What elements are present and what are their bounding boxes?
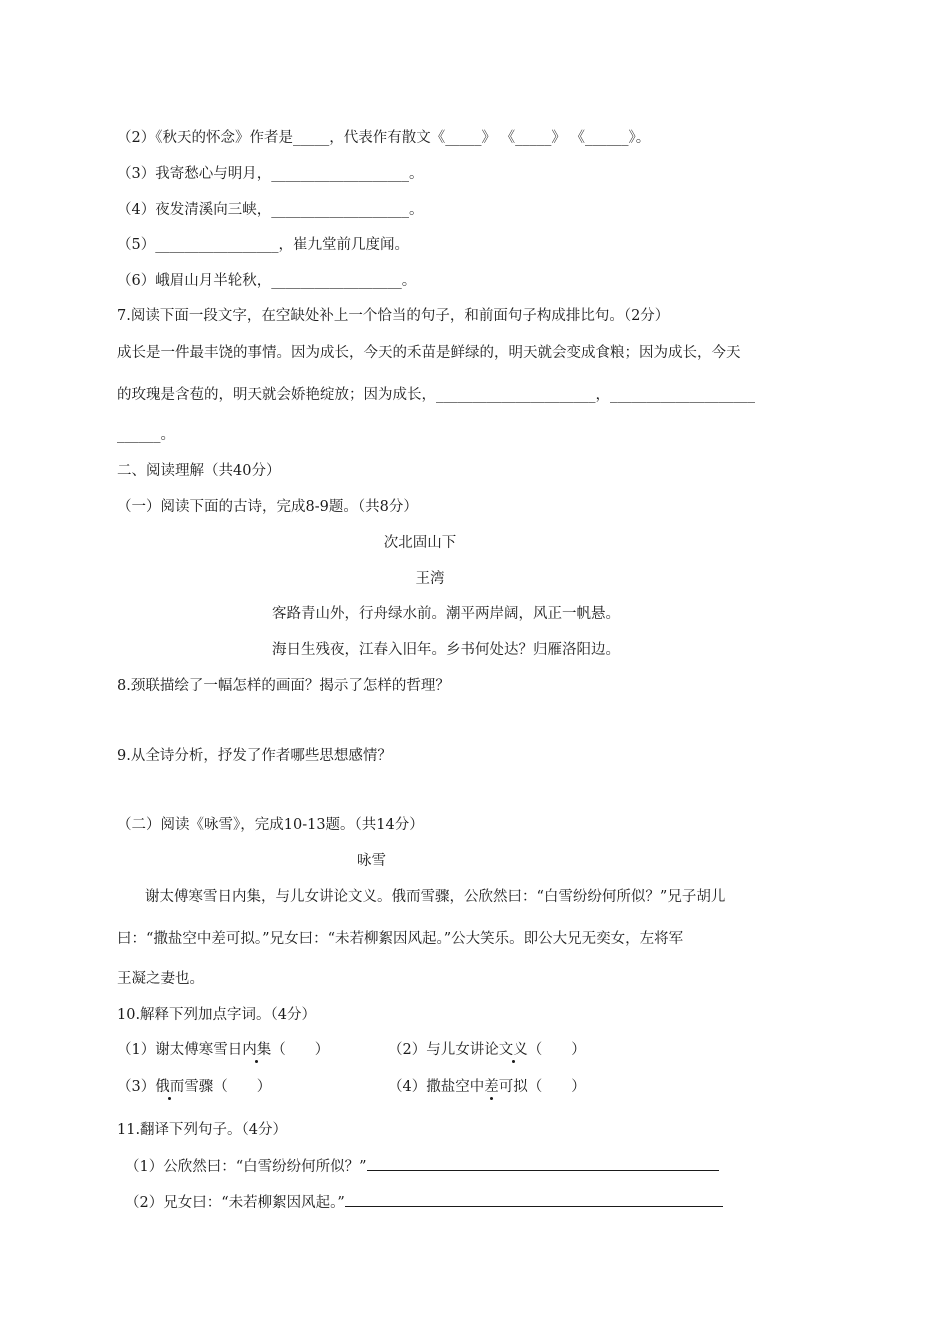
- subsection-2-heading: （二）阅读《咏雪》，完成10-13题。（共14分）: [117, 817, 424, 833]
- prose-title: 咏雪: [357, 853, 386, 869]
- dotted-word-wenyi: 文义: [498, 1042, 528, 1058]
- dotted-word-cha: 差: [484, 1079, 499, 1095]
- q6-item-5: （5）_________________，崔九堂前几度闻。: [117, 237, 409, 253]
- q10-item-4: （4）撒盐空中差可拟（ ）: [388, 1079, 586, 1095]
- q10-item-2: （2）与儿女讲论文义（ ）: [388, 1042, 586, 1058]
- q6-item-3: （3）我寄愁心与明月，___________________。: [117, 166, 424, 182]
- q10-title: 10.解释下列加点字词。（4分）: [117, 1007, 317, 1023]
- poem-line-1: 客路青山外，行舟绿水前。潮平两岸阔，风正一帆悬。: [272, 606, 620, 622]
- q6-item-4: （4）夜发清溪向三峡，___________________。: [117, 202, 424, 218]
- section-2-heading: 二、阅读理解（共40分）: [117, 463, 281, 479]
- q7-paragraph-line-3: ______。: [117, 427, 175, 443]
- prose-line-3: 王凝之妻也。: [117, 971, 204, 987]
- dotted-word-eer: 俄而: [155, 1079, 185, 1095]
- q11-item-2: （2）兄女曰：“未若柳絮因风起。”: [125, 1191, 723, 1213]
- prose-line-1: 谢太傅寒雪日内集，与儿女讲论文义。俄而雪骤，公欣然曰：“白雪纷纷何所似？”兄子胡儿: [145, 889, 726, 905]
- poem-title: 次北固山下: [383, 535, 457, 551]
- q10-item-1: （1）谢太傅寒雪日内集（ ）: [117, 1042, 330, 1058]
- answer-line-1[interactable]: [367, 1155, 719, 1171]
- q11-item-1: （1）公欣然曰：“白雪纷纷何所似？”: [125, 1155, 719, 1177]
- q6-item-6: （6）峨眉山月半轮秋，__________________。: [117, 273, 417, 289]
- prose-line-2: 曰：“撒盐空中差可拟。”兄女曰：“未若柳絮因风起。”公大笑乐。即公大兄无奕女，左将军: [117, 931, 684, 947]
- poem-line-2: 海日生残夜，江春入旧年。乡书何处达？归雁洛阳边。: [272, 642, 620, 658]
- q7-paragraph-line-2: 的玫瑰是含苞的，明天就会娇艳绽放；因为成长，______________________，____________________: [117, 387, 755, 403]
- q9: 9.从全诗分析，抒发了作者哪些思想感情？: [117, 748, 392, 764]
- dotted-word-nei: 内集: [242, 1042, 272, 1058]
- answer-line-2[interactable]: [345, 1191, 723, 1207]
- subsection-1-heading: （一）阅读下面的古诗，完成8-9题。（共8分）: [117, 499, 418, 515]
- q10-item-3: （3）俄而雪骤（ ）: [117, 1079, 272, 1095]
- poem-author: 王湾: [415, 571, 445, 587]
- q8: 8.颈联描绘了一幅怎样的画面？揭示了怎样的哲理？: [117, 678, 450, 694]
- q7-title: 7.阅读下面一段文字，在空缺处补上一个恰当的句子，和前面句子构成排比句。（2分）: [117, 308, 670, 324]
- q6-item-2: （2）《秋天的怀念》作者是_____，代表作有散文《_____》 《_____》 《______》。: [117, 130, 651, 146]
- q11-title: 11.翻译下列句子。（4分）: [117, 1122, 288, 1138]
- q7-paragraph-line-1: 成长是一件最丰饶的事情。因为成长，今天的禾苗是鲜绿的，明天就会变成食粮；因为成长，今天: [117, 345, 741, 361]
